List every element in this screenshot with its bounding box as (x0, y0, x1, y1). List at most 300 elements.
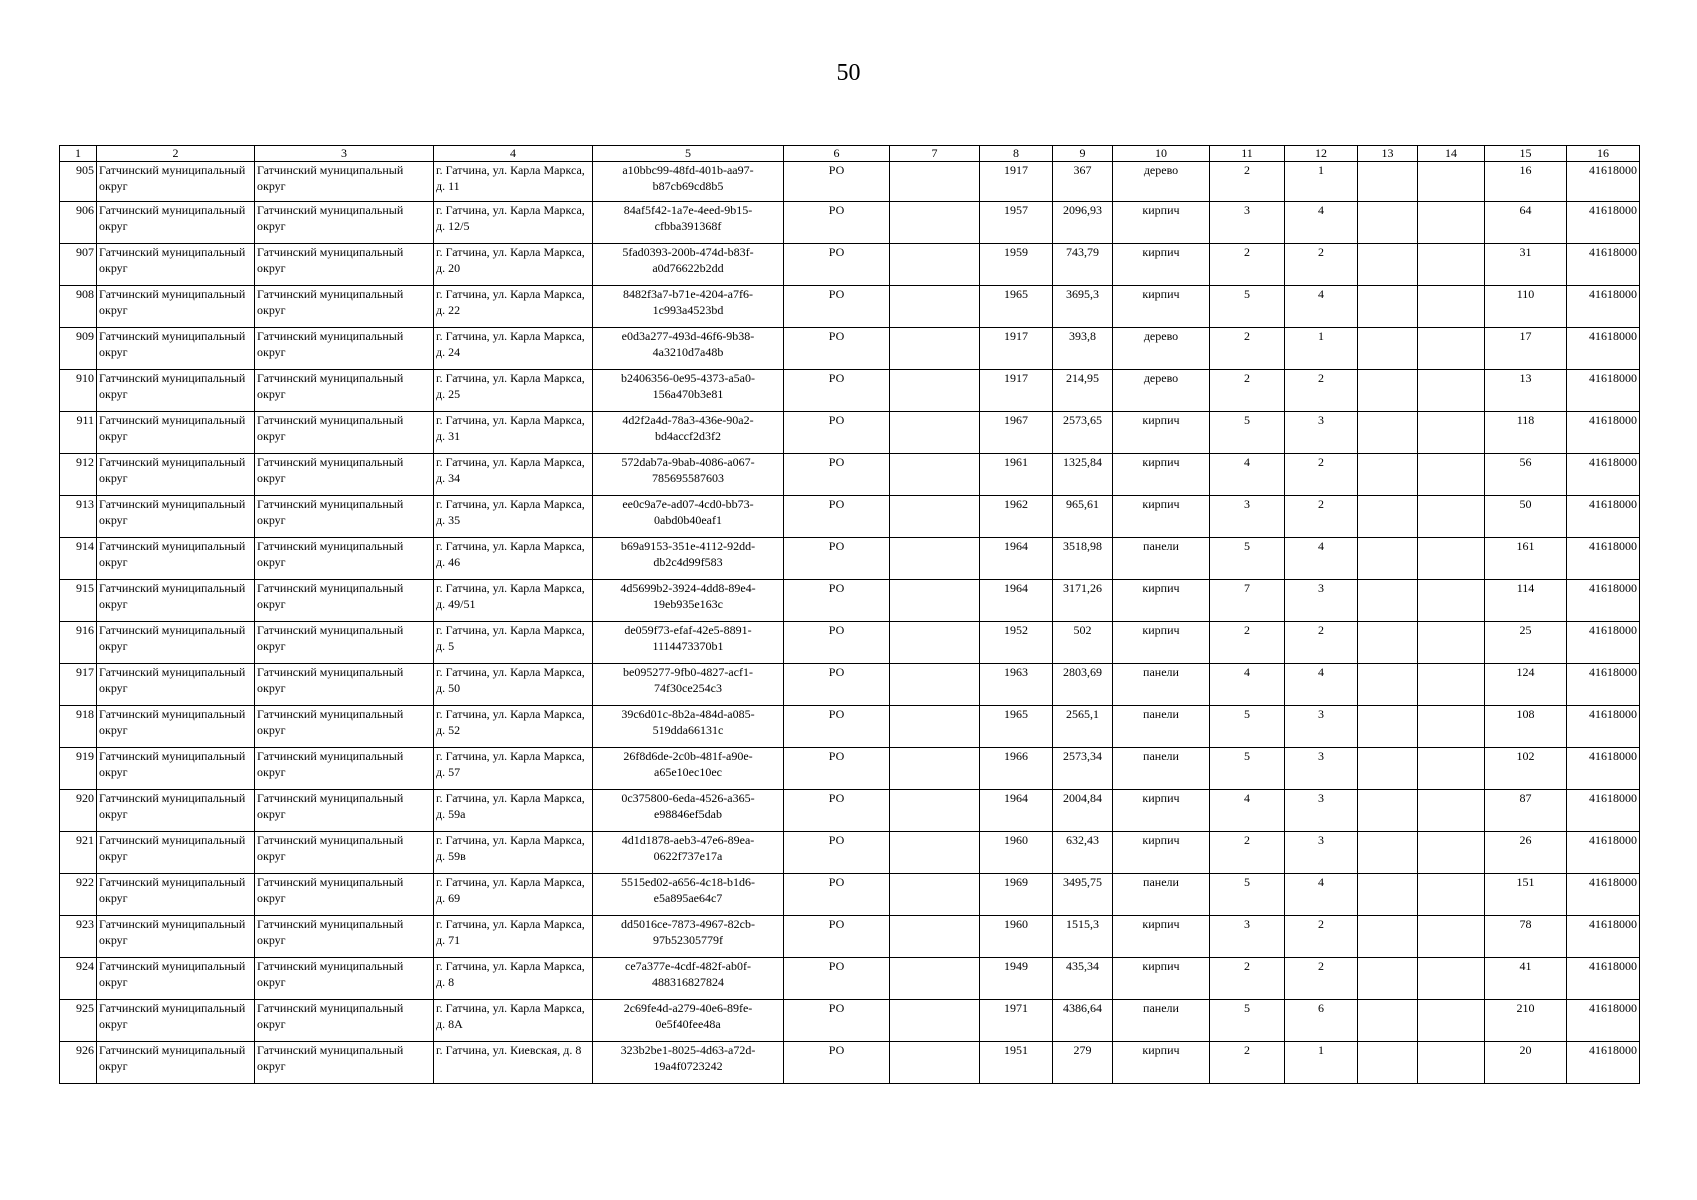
year-built-cell: 1966 (980, 748, 1053, 790)
table-row (60, 454, 1640, 496)
entrances-cell: 4 (1285, 874, 1358, 916)
guid-cell: 5fad0393-200b-474d-b83f-a0d76622b2dd (593, 244, 784, 286)
column-header-2: 2 (97, 146, 255, 162)
col13-cell (1358, 202, 1418, 244)
apartments-cell: 110 (1485, 286, 1567, 328)
entrances-cell: 6 (1285, 1000, 1358, 1042)
table-row (60, 1042, 1640, 1084)
wall-material-cell: панели (1113, 664, 1210, 706)
col13-cell (1358, 162, 1418, 202)
floors-cell: 5 (1210, 538, 1285, 580)
row-number-cell: 919 (60, 748, 97, 790)
address-cell: г. Гатчина, ул. Карла Маркса, д. 59а (434, 790, 593, 832)
district-cell: Гатчинский муниципальный округ (97, 370, 255, 412)
apartments-cell: 41 (1485, 958, 1567, 1000)
address-cell: г. Гатчина, ул. Карла Маркса, д. 12/5 (434, 202, 593, 244)
year-built-cell: 1967 (980, 412, 1053, 454)
floors-cell: 3 (1210, 916, 1285, 958)
ro-cell: РО (784, 412, 890, 454)
oktmo-cell: 41618000 (1567, 1042, 1640, 1084)
floors-cell: 2 (1210, 832, 1285, 874)
municipality-cell: Гатчинский муниципальный округ (255, 202, 434, 244)
col7-cell (890, 496, 980, 538)
area-cell: 3695,3 (1053, 286, 1113, 328)
area-cell: 3495,75 (1053, 874, 1113, 916)
address-cell: г. Гатчина, ул. Карла Маркса, д. 11 (434, 162, 593, 202)
floors-cell: 4 (1210, 790, 1285, 832)
guid-cell: 323b2be1-8025-4d63-a72d-19a4f0723242 (593, 1042, 784, 1084)
address-cell: г. Гатчина, ул. Карла Маркса, д. 8А (434, 1000, 593, 1042)
district-cell: Гатчинский муниципальный округ (97, 1042, 255, 1084)
col7-cell (890, 916, 980, 958)
housing-register-table (59, 145, 1640, 1084)
col14-cell (1418, 202, 1485, 244)
oktmo-cell: 41618000 (1567, 244, 1640, 286)
col7-cell (890, 1042, 980, 1084)
entrances-cell: 3 (1285, 412, 1358, 454)
municipality-cell: Гатчинский муниципальный округ (255, 622, 434, 664)
entrances-cell: 2 (1285, 496, 1358, 538)
oktmo-cell: 41618000 (1567, 496, 1640, 538)
municipality-cell: Гатчинский муниципальный округ (255, 790, 434, 832)
col14-cell (1418, 622, 1485, 664)
row-number-cell: 925 (60, 1000, 97, 1042)
municipality-cell: Гатчинский муниципальный округ (255, 1000, 434, 1042)
col13-cell (1358, 496, 1418, 538)
floors-cell: 2 (1210, 244, 1285, 286)
row-number-cell: 913 (60, 496, 97, 538)
col13-cell (1358, 622, 1418, 664)
municipality-cell: Гатчинский муниципальный округ (255, 664, 434, 706)
ro-cell: РО (784, 622, 890, 664)
column-header-13: 13 (1358, 146, 1418, 162)
row-number-cell: 923 (60, 916, 97, 958)
col13-cell (1358, 244, 1418, 286)
col14-cell (1418, 790, 1485, 832)
oktmo-cell: 41618000 (1567, 202, 1640, 244)
area-cell: 965,61 (1053, 496, 1113, 538)
ro-cell: РО (784, 664, 890, 706)
floors-cell: 2 (1210, 622, 1285, 664)
guid-cell: 84af5f42-1a7e-4eed-9b15-cfbba391368f (593, 202, 784, 244)
year-built-cell: 1917 (980, 328, 1053, 370)
area-cell: 743,79 (1053, 244, 1113, 286)
guid-cell: dd5016ce-7873-4967-82cb-97b52305779f (593, 916, 784, 958)
apartments-cell: 108 (1485, 706, 1567, 748)
address-cell: г. Гатчина, ул. Карла Маркса, д. 25 (434, 370, 593, 412)
row-number-cell: 910 (60, 370, 97, 412)
apartments-cell: 17 (1485, 328, 1567, 370)
apartments-cell: 87 (1485, 790, 1567, 832)
municipality-cell: Гатчинский муниципальный округ (255, 1042, 434, 1084)
address-cell: г. Гатчина, ул. Карла Маркса, д. 49/51 (434, 580, 593, 622)
table-row (60, 832, 1640, 874)
guid-cell: b2406356-0e95-4373-a5a0-156a470b3e81 (593, 370, 784, 412)
table-row (60, 916, 1640, 958)
wall-material-cell: кирпич (1113, 1042, 1210, 1084)
address-cell: г. Гатчина, ул. Карла Маркса, д. 24 (434, 328, 593, 370)
ro-cell: РО (784, 162, 890, 202)
area-cell: 2004,84 (1053, 790, 1113, 832)
table-body (60, 162, 1640, 1084)
col7-cell (890, 202, 980, 244)
entrances-cell: 1 (1285, 328, 1358, 370)
apartments-cell: 78 (1485, 916, 1567, 958)
column-header-6: 6 (784, 146, 890, 162)
area-cell: 214,95 (1053, 370, 1113, 412)
ro-cell: РО (784, 832, 890, 874)
floors-cell: 5 (1210, 874, 1285, 916)
municipality-cell: Гатчинский муниципальный округ (255, 286, 434, 328)
col7-cell (890, 370, 980, 412)
year-built-cell: 1951 (980, 1042, 1053, 1084)
guid-cell: b69a9153-351e-4112-92dd-db2c4d99f583 (593, 538, 784, 580)
column-header-1: 1 (60, 146, 97, 162)
row-number-cell: 926 (60, 1042, 97, 1084)
col7-cell (890, 162, 980, 202)
col13-cell (1358, 748, 1418, 790)
oktmo-cell: 41618000 (1567, 790, 1640, 832)
entrances-cell: 1 (1285, 162, 1358, 202)
column-header-9: 9 (1053, 146, 1113, 162)
table-row (60, 580, 1640, 622)
address-cell: г. Гатчина, ул. Карла Маркса, д. 35 (434, 496, 593, 538)
guid-cell: a10bbc99-48fd-401b-aa97-b87cb69cd8b5 (593, 162, 784, 202)
address-cell: г. Гатчина, ул. Карла Маркса, д. 34 (434, 454, 593, 496)
address-cell: г. Гатчина, ул. Карла Маркса, д. 71 (434, 916, 593, 958)
floors-cell: 2 (1210, 958, 1285, 1000)
ro-cell: РО (784, 580, 890, 622)
table-row (60, 1000, 1640, 1042)
col13-cell (1358, 412, 1418, 454)
row-number-cell: 914 (60, 538, 97, 580)
row-number-cell: 922 (60, 874, 97, 916)
year-built-cell: 1971 (980, 1000, 1053, 1042)
table-row (60, 370, 1640, 412)
oktmo-cell: 41618000 (1567, 664, 1640, 706)
col7-cell (890, 664, 980, 706)
oktmo-cell: 41618000 (1567, 706, 1640, 748)
guid-cell: de059f73-efaf-42e5-8891-1114473370b1 (593, 622, 784, 664)
wall-material-cell: панели (1113, 706, 1210, 748)
row-number-cell: 918 (60, 706, 97, 748)
column-header-7: 7 (890, 146, 980, 162)
col14-cell (1418, 538, 1485, 580)
address-cell: г. Гатчина, ул. Карла Маркса, д. 22 (434, 286, 593, 328)
row-number-cell: 915 (60, 580, 97, 622)
address-cell: г. Гатчина, ул. Карла Маркса, д. 57 (434, 748, 593, 790)
col13-cell (1358, 538, 1418, 580)
year-built-cell: 1960 (980, 916, 1053, 958)
apartments-cell: 31 (1485, 244, 1567, 286)
area-cell: 3518,98 (1053, 538, 1113, 580)
area-cell: 2803,69 (1053, 664, 1113, 706)
apartments-cell: 25 (1485, 622, 1567, 664)
table-row (60, 874, 1640, 916)
col7-cell (890, 412, 980, 454)
col13-cell (1358, 1042, 1418, 1084)
municipality-cell: Гатчинский муниципальный округ (255, 538, 434, 580)
wall-material-cell: панели (1113, 538, 1210, 580)
col13-cell (1358, 664, 1418, 706)
col14-cell (1418, 286, 1485, 328)
table-row (60, 958, 1640, 1000)
apartments-cell: 26 (1485, 832, 1567, 874)
district-cell: Гатчинский муниципальный округ (97, 706, 255, 748)
district-cell: Гатчинский муниципальный округ (97, 790, 255, 832)
row-number-cell: 906 (60, 202, 97, 244)
area-cell: 2573,34 (1053, 748, 1113, 790)
ro-cell: РО (784, 244, 890, 286)
table-row (60, 622, 1640, 664)
floors-cell: 5 (1210, 286, 1285, 328)
year-built-cell: 1964 (980, 538, 1053, 580)
col7-cell (890, 874, 980, 916)
area-cell: 393,8 (1053, 328, 1113, 370)
address-cell: г. Гатчина, ул. Карла Маркса, д. 59в (434, 832, 593, 874)
table-row (60, 286, 1640, 328)
municipality-cell: Гатчинский муниципальный округ (255, 874, 434, 916)
col14-cell (1418, 244, 1485, 286)
apartments-cell: 118 (1485, 412, 1567, 454)
entrances-cell: 3 (1285, 832, 1358, 874)
table-row (60, 790, 1640, 832)
year-built-cell: 1960 (980, 832, 1053, 874)
col7-cell (890, 538, 980, 580)
apartments-cell: 13 (1485, 370, 1567, 412)
floors-cell: 5 (1210, 412, 1285, 454)
entrances-cell: 4 (1285, 286, 1358, 328)
wall-material-cell: дерево (1113, 370, 1210, 412)
entrances-cell: 1 (1285, 1042, 1358, 1084)
apartments-cell: 64 (1485, 202, 1567, 244)
district-cell: Гатчинский муниципальный округ (97, 1000, 255, 1042)
col14-cell (1418, 958, 1485, 1000)
table-row (60, 162, 1640, 202)
col13-cell (1358, 370, 1418, 412)
entrances-cell: 4 (1285, 202, 1358, 244)
district-cell: Гатчинский муниципальный округ (97, 496, 255, 538)
wall-material-cell: кирпич (1113, 580, 1210, 622)
col13-cell (1358, 916, 1418, 958)
row-number-cell: 909 (60, 328, 97, 370)
district-cell: Гатчинский муниципальный округ (97, 412, 255, 454)
area-cell: 2573,65 (1053, 412, 1113, 454)
guid-cell: 4d2f2a4d-78a3-436e-90a2-bd4accf2d3f2 (593, 412, 784, 454)
wall-material-cell: дерево (1113, 162, 1210, 202)
table-row (60, 664, 1640, 706)
floors-cell: 2 (1210, 1042, 1285, 1084)
oktmo-cell: 41618000 (1567, 286, 1640, 328)
wall-material-cell: кирпич (1113, 832, 1210, 874)
col13-cell (1358, 706, 1418, 748)
floors-cell: 2 (1210, 328, 1285, 370)
row-number-cell: 920 (60, 790, 97, 832)
municipality-cell: Гатчинский муниципальный округ (255, 162, 434, 202)
entrances-cell: 2 (1285, 370, 1358, 412)
district-cell: Гатчинский муниципальный округ (97, 832, 255, 874)
district-cell: Гатчинский муниципальный округ (97, 454, 255, 496)
wall-material-cell: кирпич (1113, 916, 1210, 958)
apartments-cell: 102 (1485, 748, 1567, 790)
col14-cell (1418, 706, 1485, 748)
column-header-12: 12 (1285, 146, 1358, 162)
ro-cell: РО (784, 748, 890, 790)
wall-material-cell: кирпич (1113, 202, 1210, 244)
col13-cell (1358, 580, 1418, 622)
col7-cell (890, 790, 980, 832)
col13-cell (1358, 958, 1418, 1000)
ro-cell: РО (784, 286, 890, 328)
address-cell: г. Гатчина, ул. Карла Маркса, д. 5 (434, 622, 593, 664)
col14-cell (1418, 496, 1485, 538)
address-cell: г. Гатчина, ул. Киевская, д. 8 (434, 1042, 593, 1084)
oktmo-cell: 41618000 (1567, 958, 1640, 1000)
district-cell: Гатчинский муниципальный округ (97, 162, 255, 202)
area-cell: 1515,3 (1053, 916, 1113, 958)
oktmo-cell: 41618000 (1567, 874, 1640, 916)
column-header-14: 14 (1418, 146, 1485, 162)
col13-cell (1358, 286, 1418, 328)
column-header-11: 11 (1210, 146, 1285, 162)
area-cell: 632,43 (1053, 832, 1113, 874)
apartments-cell: 114 (1485, 580, 1567, 622)
year-built-cell: 1962 (980, 496, 1053, 538)
address-cell: г. Гатчина, ул. Карла Маркса, д. 46 (434, 538, 593, 580)
wall-material-cell: кирпич (1113, 454, 1210, 496)
year-built-cell: 1965 (980, 286, 1053, 328)
col7-cell (890, 748, 980, 790)
oktmo-cell: 41618000 (1567, 162, 1640, 202)
col7-cell (890, 244, 980, 286)
col14-cell (1418, 328, 1485, 370)
wall-material-cell: кирпич (1113, 622, 1210, 664)
ro-cell: РО (784, 454, 890, 496)
col14-cell (1418, 412, 1485, 454)
entrances-cell: 2 (1285, 958, 1358, 1000)
area-cell: 367 (1053, 162, 1113, 202)
row-number-cell: 917 (60, 664, 97, 706)
apartments-cell: 124 (1485, 664, 1567, 706)
col7-cell (890, 454, 980, 496)
guid-cell: 0c375800-6eda-4526-a365-e98846ef5dab (593, 790, 784, 832)
apartments-cell: 50 (1485, 496, 1567, 538)
district-cell: Гатчинский муниципальный округ (97, 748, 255, 790)
row-number-cell: 907 (60, 244, 97, 286)
entrances-cell: 2 (1285, 454, 1358, 496)
col14-cell (1418, 916, 1485, 958)
guid-cell: 4d1d1878-aeb3-47e6-89ea-0622f737e17a (593, 832, 784, 874)
district-cell: Гатчинский муниципальный округ (97, 286, 255, 328)
oktmo-cell: 41618000 (1567, 748, 1640, 790)
floors-cell: 7 (1210, 580, 1285, 622)
wall-material-cell: кирпич (1113, 496, 1210, 538)
entrances-cell: 3 (1285, 748, 1358, 790)
wall-material-cell: панели (1113, 748, 1210, 790)
district-cell: Гатчинский муниципальный округ (97, 202, 255, 244)
district-cell: Гатчинский муниципальный округ (97, 538, 255, 580)
year-built-cell: 1963 (980, 664, 1053, 706)
wall-material-cell: кирпич (1113, 244, 1210, 286)
ro-cell: РО (784, 1042, 890, 1084)
oktmo-cell: 41618000 (1567, 832, 1640, 874)
ro-cell: РО (784, 328, 890, 370)
wall-material-cell: кирпич (1113, 958, 1210, 1000)
floors-cell: 2 (1210, 370, 1285, 412)
address-cell: г. Гатчина, ул. Карла Маркса, д. 20 (434, 244, 593, 286)
column-header-8: 8 (980, 146, 1053, 162)
municipality-cell: Гатчинский муниципальный округ (255, 454, 434, 496)
district-cell: Гатчинский муниципальный округ (97, 916, 255, 958)
apartments-cell: 210 (1485, 1000, 1567, 1042)
floors-cell: 4 (1210, 664, 1285, 706)
oktmo-cell: 41618000 (1567, 412, 1640, 454)
address-cell: г. Гатчина, ул. Карла Маркса, д. 69 (434, 874, 593, 916)
guid-cell: 8482f3a7-b71e-4204-a7f6-1c993a4523bd (593, 286, 784, 328)
col13-cell (1358, 874, 1418, 916)
ro-cell: РО (784, 370, 890, 412)
district-cell: Гатчинский муниципальный округ (97, 244, 255, 286)
address-cell: г. Гатчина, ул. Карла Маркса, д. 31 (434, 412, 593, 454)
column-number-header-row (60, 146, 1640, 162)
col13-cell (1358, 328, 1418, 370)
oktmo-cell: 41618000 (1567, 580, 1640, 622)
wall-material-cell: панели (1113, 874, 1210, 916)
area-cell: 435,34 (1053, 958, 1113, 1000)
apartments-cell: 151 (1485, 874, 1567, 916)
floors-cell: 5 (1210, 1000, 1285, 1042)
guid-cell: e0d3a277-493d-46f6-9b38-4a3210d7a48b (593, 328, 784, 370)
col7-cell (890, 286, 980, 328)
col14-cell (1418, 162, 1485, 202)
floors-cell: 3 (1210, 202, 1285, 244)
municipality-cell: Гатчинский муниципальный округ (255, 496, 434, 538)
address-cell: г. Гатчина, ул. Карла Маркса, д. 52 (434, 706, 593, 748)
guid-cell: 5515ed02-a656-4c18-b1d6-e5a895ae64c7 (593, 874, 784, 916)
col14-cell (1418, 832, 1485, 874)
row-number-cell: 908 (60, 286, 97, 328)
guid-cell: ee0c9a7e-ad07-4cd0-bb73-0abd0b40eaf1 (593, 496, 784, 538)
year-built-cell: 1952 (980, 622, 1053, 664)
col14-cell (1418, 874, 1485, 916)
col13-cell (1358, 454, 1418, 496)
col7-cell (890, 622, 980, 664)
col7-cell (890, 706, 980, 748)
area-cell: 1325,84 (1053, 454, 1113, 496)
col14-cell (1418, 454, 1485, 496)
district-cell: Гатчинский муниципальный округ (97, 958, 255, 1000)
row-number-cell: 905 (60, 162, 97, 202)
municipality-cell: Гатчинский муниципальный округ (255, 328, 434, 370)
area-cell: 279 (1053, 1042, 1113, 1084)
address-cell: г. Гатчина, ул. Карла Маркса, д. 8 (434, 958, 593, 1000)
col14-cell (1418, 1042, 1485, 1084)
area-cell: 2096,93 (1053, 202, 1113, 244)
oktmo-cell: 41618000 (1567, 1000, 1640, 1042)
entrances-cell: 3 (1285, 706, 1358, 748)
district-cell: Гатчинский муниципальный округ (97, 328, 255, 370)
entrances-cell: 2 (1285, 622, 1358, 664)
year-built-cell: 1949 (980, 958, 1053, 1000)
area-cell: 2565,1 (1053, 706, 1113, 748)
guid-cell: 572dab7a-9bab-4086-a067-785695587603 (593, 454, 784, 496)
area-cell: 502 (1053, 622, 1113, 664)
ro-cell: РО (784, 790, 890, 832)
col7-cell (890, 832, 980, 874)
col14-cell (1418, 370, 1485, 412)
district-cell: Гатчинский муниципальный округ (97, 874, 255, 916)
table-row (60, 202, 1640, 244)
